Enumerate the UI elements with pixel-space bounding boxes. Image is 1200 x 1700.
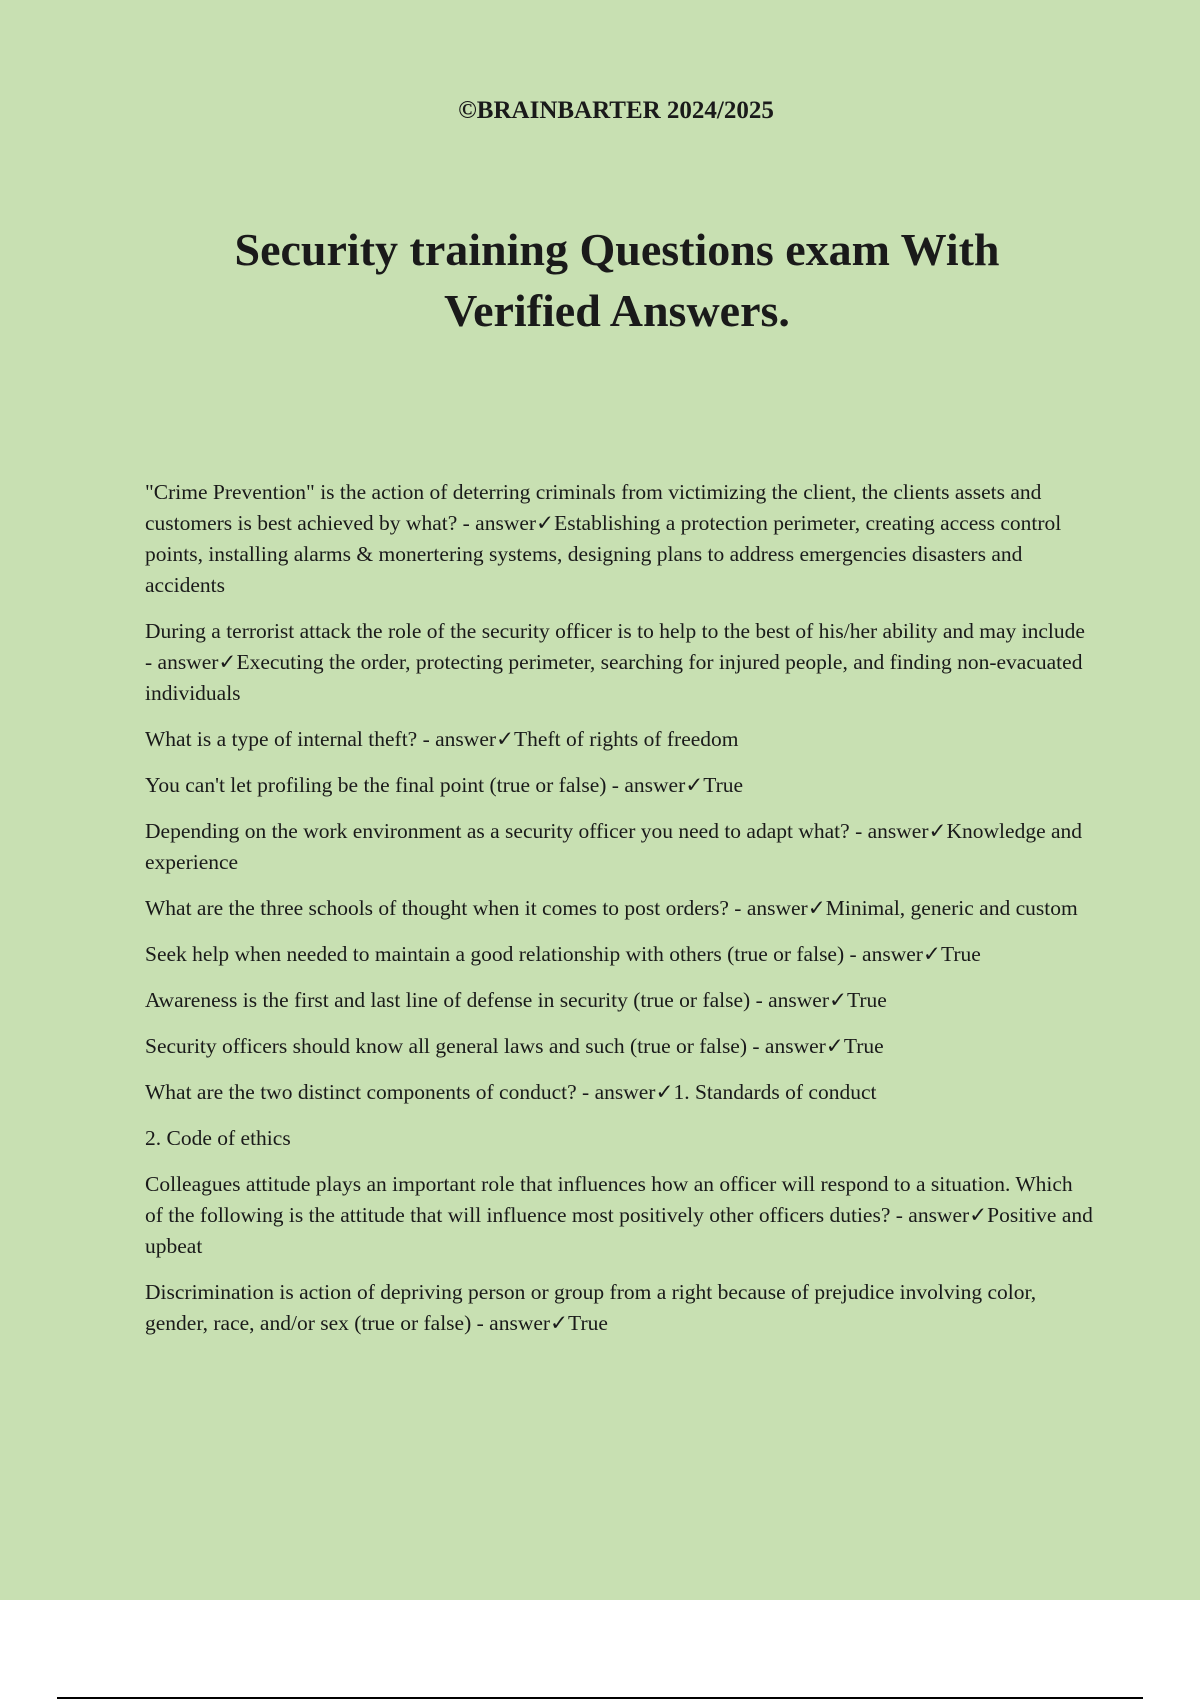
qa-item: What are the three schools of thought when it comes to post orders? - answer✓Minimal, generic and custom xyxy=(145,896,1078,920)
qa-item: Colleagues attitude plays an important role that influences how an officer will respond to a situation. Which of the following is the attitude that will influence most positively other officers duties? - answer✓Positive and upbeat xyxy=(145,1172,1093,1258)
qa-item: Depending on the work environment as a security officer you need to adapt what? - answer✓Knowledge and experience xyxy=(145,819,1083,874)
qa-item: What is a type of internal theft? - answer✓Theft of rights of freedom xyxy=(145,727,739,751)
qa-item: Awareness is the first and last line of defense in security (true or false) - answer✓True xyxy=(145,988,887,1012)
qa-item: You can't let profiling be the final point (true or false) - answer✓True xyxy=(145,773,744,797)
footer-divider xyxy=(57,1697,1143,1699)
qa-item: Security officers should know all general laws and such (true or false) - answer✓True xyxy=(145,1034,884,1058)
qa-item: Discrimination is action of depriving person or group from a right because of prejudice involving color, gender, race, and/or sex (true or false) - answer✓True xyxy=(145,1280,1037,1335)
qa-item: What are the two distinct components of conduct? - answer✓1. Standards of conduct xyxy=(145,1080,877,1104)
qa-item: 2. Code of ethics xyxy=(145,1126,291,1150)
qa-list xyxy=(145,477,1095,1354)
qa-item: Seek help when needed to maintain a good relationship with others (true or false) - answer✓True xyxy=(145,942,981,966)
copyright-header: ©BRAINBARTER 2024/2025 xyxy=(458,97,774,124)
qa-item: During a terrorist attack the role of the security officer is to help to the best of his/her ability and may include - answer✓Executing the order, protecting perimeter, searching for injured people, and finding non-evacuated individuals xyxy=(145,619,1085,705)
document-title: Security training Questions exam With Verified Answers. xyxy=(234,224,1000,336)
qa-item: "Crime Prevention" is the action of deterring criminals from victimizing the client, the clients assets and customers is best achieved by what? - answer✓Establishing a protection perimeter, creating access control points, installing alarms & monertering systems, designing plans to address emergencies disasters and accidents xyxy=(145,480,1062,597)
